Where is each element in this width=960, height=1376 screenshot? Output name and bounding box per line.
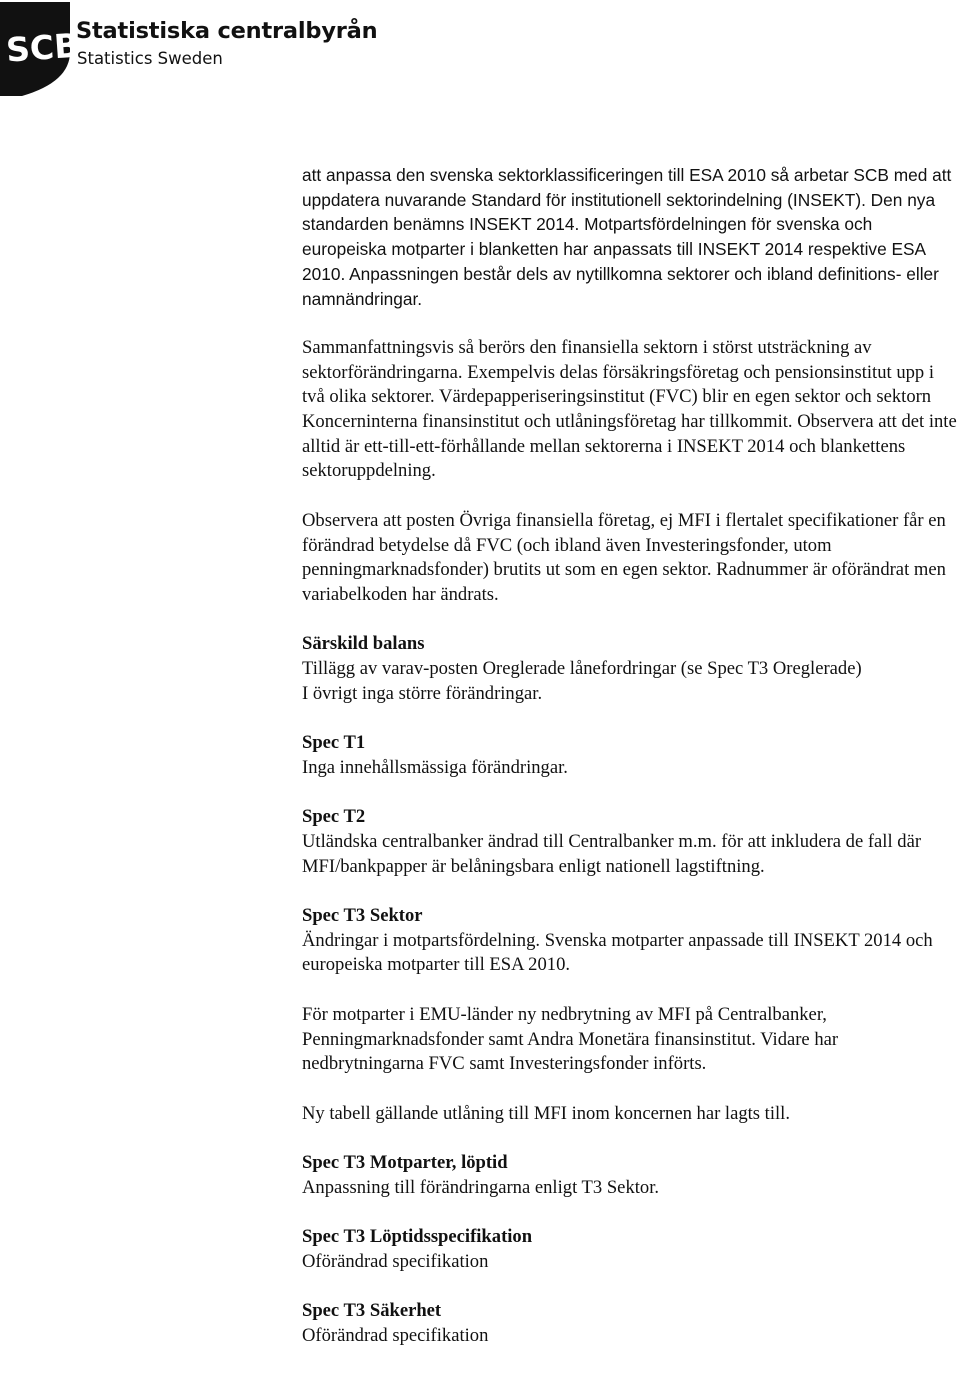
section-spec-t2 — [302, 805, 958, 879]
section-line: Oförändrad specifikation — [302, 1250, 489, 1272]
logo-text: SCB — [4, 25, 81, 70]
section-heading: Spec T1 — [302, 732, 366, 754]
section-line: Utländska centralbanker ändrad till Centralbanker m.m. för att inkludera de fall där MFI/bankpapper är belåningsbara enligt nationell lagstiftning. — [302, 830, 922, 877]
section-heading: Spec T3 Säkerhet — [302, 1300, 442, 1322]
section-line: Tillägg av varav-posten Oreglerade lånefordringar (se Spec T3 Oreglerade) — [302, 658, 862, 680]
section-heading: Spec T3 Löptidsspecifikation — [302, 1226, 533, 1248]
scb-logo-icon — [0, 2, 81, 96]
section-spec-t1 — [302, 731, 958, 780]
section-heading: Spec T2 — [302, 806, 366, 828]
intro-paragraph: att anpassa den svenska sektorklassificeringen till ESA 2010 så arbetar SCB med att uppdatera nuvarande Standard för institutionell sektorindelning (INSEKT). Den nya standarden benämns INSEKT 2014. Motpartsfördelningen för svenska och europeiska motparter i blanketten har anpassats till INSEKT 2014 respektive ESA 2010. Anpassningen består dels av nytillkomna sektorer och ibland definitions- eller namnändringar. — [302, 165, 952, 309]
section-spec-t3-sakerhet — [302, 1299, 958, 1348]
section-line: I övrigt inga större förändringar. — [302, 682, 543, 704]
section-heading: Särskild balans — [302, 633, 425, 655]
section-heading: Spec T3 Motparter, löptid — [302, 1151, 508, 1173]
brand-subtitle: Statistics Sweden — [77, 49, 223, 68]
section-spec-t3-loptid — [302, 1225, 958, 1274]
document-body — [302, 163, 958, 1373]
section-line: Inga innehållsmässiga förändringar. — [302, 756, 568, 778]
section-sarskild-balans — [302, 632, 958, 706]
section-line: Oförändrad specifikation — [302, 1324, 489, 1346]
section-spec-t3-motparter — [302, 1151, 958, 1200]
summary-paragraph: Sammanfattningsvis så berörs den finansiella sektorn i störst utsträckning av sektorförändringarna. Exempelvis delas försäkringsföretag och pensionsinstitut upp i två olika sektorer. Värdepapperiseringsinstitut (FVC) blir en egen sektor och sektorn Koncerninterna finansinstitut och utlåningsföretag har tillkommit. Observera att det inte alltid är ett-till-ett-förhållande mellan sektorerna i INSEKT 2014 och blankettens sektoruppdelning. — [302, 336, 957, 482]
emu-paragraph: För motparter i EMU-länder ny nedbrytning av MFI på Centralbanker, Penningmarknadsfonder samt Andra Monetära finansinstitut. Vidare har nedbrytningarna FVC samt Investeringsfonder införts. — [302, 1003, 839, 1075]
section-line: Ändringar i motpartsfördelning. Svenska motparter anpassade till INSEKT 2014 och europeiska motparter till ESA 2010. — [302, 929, 933, 976]
page-header — [0, 0, 960, 100]
brand-name: Statistiska centralbyrån — [76, 18, 378, 44]
observe-paragraph: Observera att posten Övriga finansiella företag, ej MFI i flertalet specifikationer får en förändrad betydelse då FVC (och ibland även Investeringsfonder, utom penningmarknadsfonder) brutits ut som en egen sektor. Radnummer är oförändrat men variabelkoden har ändrats. — [302, 509, 946, 605]
section-spec-t3-sektor — [302, 904, 958, 978]
table-paragraph: Ny tabell gällande utlåning till MFI inom koncernen har lagts till. — [302, 1102, 790, 1124]
section-line: Anpassning till förändringarna enligt T3 Sektor. — [302, 1176, 660, 1198]
section-heading: Spec T3 Sektor — [302, 905, 423, 926]
